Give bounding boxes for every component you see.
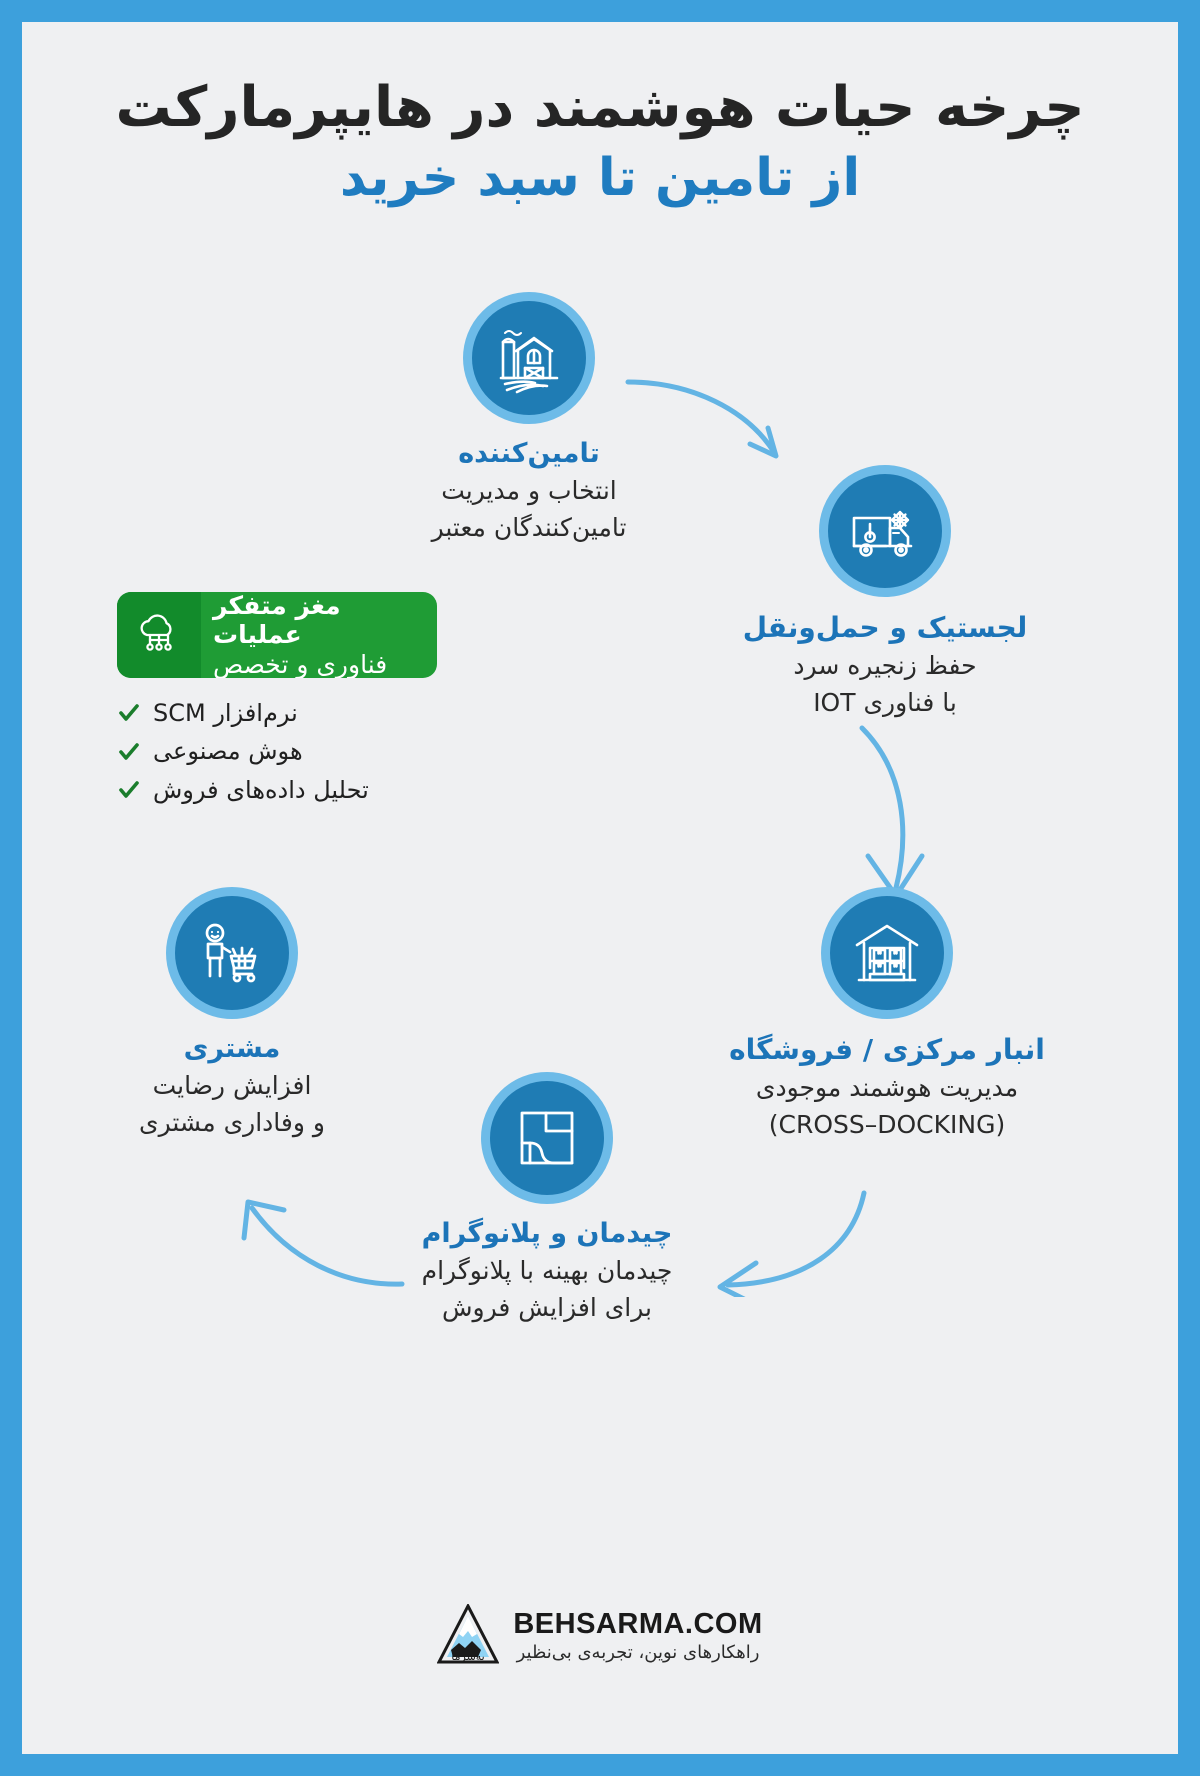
node-planogram-title: چیدمان و پلانوگرام [421, 1218, 673, 1249]
node-warehouse-circle [821, 887, 953, 1019]
brain-box-title: مغز متفکر عملیات [213, 592, 341, 650]
check-icon [117, 701, 141, 725]
title-line-1: چرخه حیات هوشمند در هایپرمارکت [115, 75, 1085, 140]
footer [22, 1604, 1178, 1666]
brain-box-checklist [117, 700, 437, 815]
list-item [117, 738, 437, 764]
node-customer-circle [166, 887, 298, 1019]
check-icon [117, 740, 141, 764]
cloud-iot-icon [134, 610, 184, 660]
customer-cart-icon [195, 916, 269, 990]
node-customer-desc-2: و وفاداری مشتری [139, 1108, 325, 1138]
node-customer-title: مشتری [183, 1033, 281, 1064]
footer-tagline: راهکارهای نوین، تجربه‌ی بی‌نظیر [516, 1641, 760, 1663]
checklist-label: تحلیل داده‌های فروش [153, 775, 369, 804]
brain-box-text [201, 592, 437, 678]
node-logistics[interactable] [670, 465, 1100, 719]
node-planogram-circle [481, 1072, 613, 1204]
page-title [22, 74, 1178, 211]
node-planogram-desc-1: چیدمان بهینه با پلانوگرام [421, 1256, 673, 1286]
brain-box[interactable] [117, 592, 437, 678]
footer-text [513, 1608, 762, 1663]
check-icon [117, 778, 141, 802]
title-line-2: از تامین تا سبد خرید [339, 148, 861, 209]
checklist-label: هوش مصنوعی [153, 737, 303, 766]
node-logistics-desc-1: حفظ زنجیره سرد [793, 650, 977, 680]
brain-box-icon-wrap [117, 592, 201, 678]
node-supplier-title: تامین‌کننده [458, 438, 600, 469]
node-logistics-title: لجستیک و حمل‌ونقل [742, 611, 1028, 644]
farm-barn-icon [491, 320, 567, 396]
warehouse-icon [849, 915, 925, 991]
node-supplier-desc-1: انتخاب و مدیریت [441, 476, 617, 506]
node-customer[interactable] [52, 887, 412, 1139]
list-item [117, 700, 437, 726]
planogram-layout-icon [512, 1103, 582, 1173]
infographic-canvas [22, 22, 1178, 1754]
node-planogram-desc-2: برای افزایش فروش [442, 1293, 652, 1323]
node-warehouse-desc-2: (CROSS–DOCKING) [768, 1109, 1006, 1139]
node-supplier[interactable] [364, 292, 694, 544]
footer-brand[interactable]: BEHSARMA.COM [513, 1607, 763, 1640]
node-warehouse-title: انبار مرکزی / فروشگاه [729, 1033, 1045, 1066]
list-item [117, 777, 437, 803]
behsarma-mountain-logo [437, 1604, 499, 1666]
node-logistics-desc-2: با فناوری IOT [813, 687, 957, 717]
svg-text:به‌سرما: به‌سرما [451, 1650, 486, 1663]
refrigerated-truck-icon [846, 492, 924, 570]
node-logistics-circle [819, 465, 951, 597]
node-customer-desc-1: افزایش رضایت [152, 1071, 312, 1101]
node-warehouse-desc-1: مدیریت هوشمند موجودی [755, 1072, 1019, 1102]
arrow-logistics-to-warehouse [832, 722, 952, 912]
brain-box-subtitle: فناوری و تخصص [213, 649, 388, 678]
node-supplier-desc-2: تامین‌کنندگان معتبر [431, 513, 627, 543]
checklist-label: نرم‌افزار SCM [153, 699, 298, 727]
node-supplier-circle [463, 292, 595, 424]
